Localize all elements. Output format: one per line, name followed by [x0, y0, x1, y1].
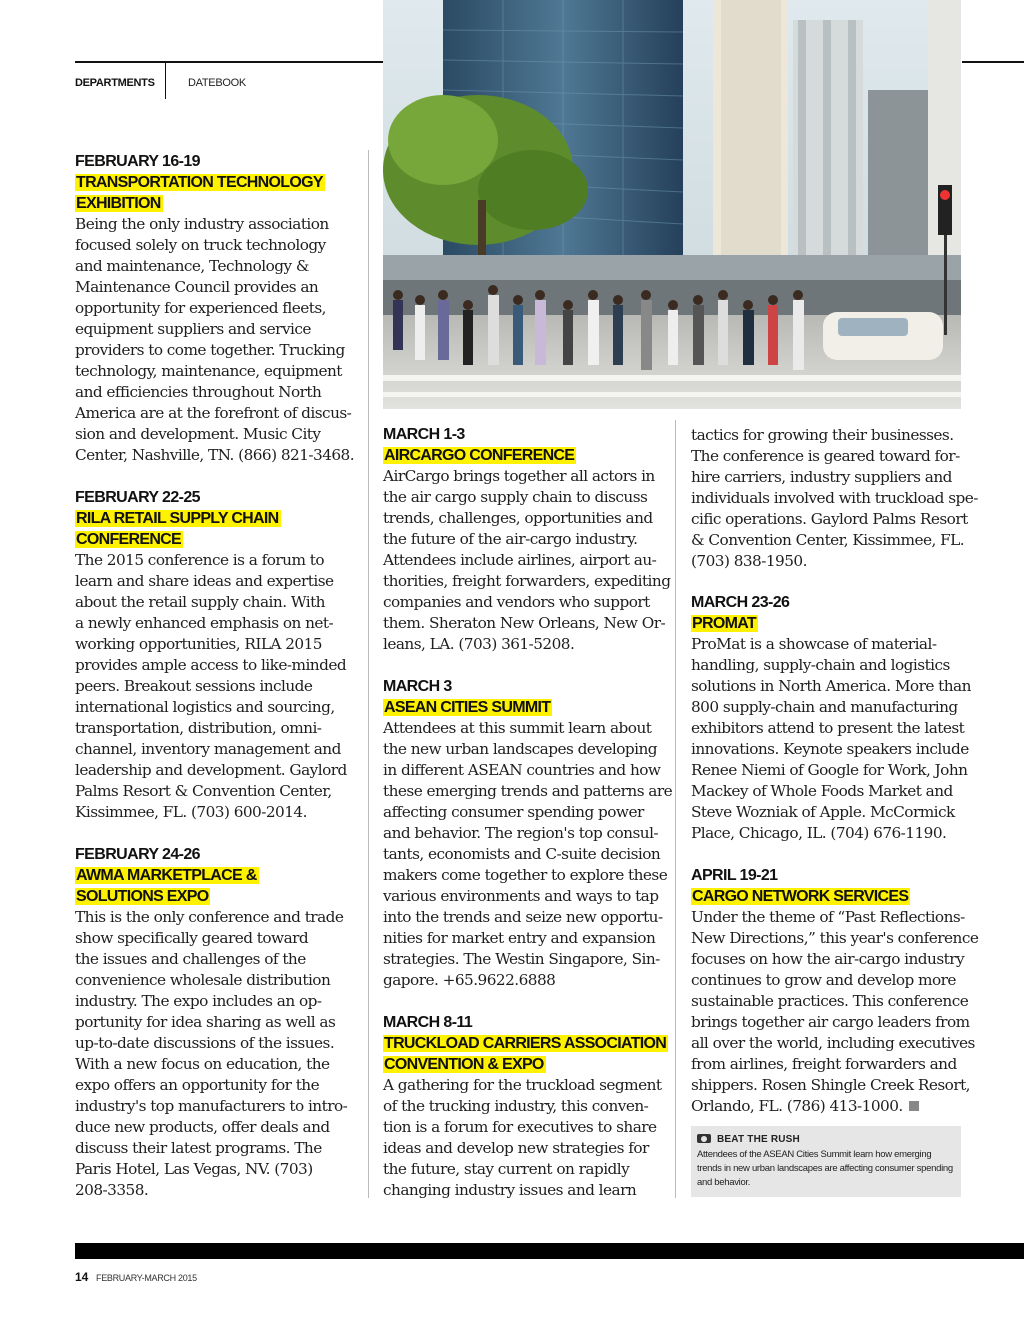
column-rule-2	[675, 420, 676, 1198]
event-title	[383, 1054, 668, 1075]
event-title-line: AWMA MARKETPLACE &	[76, 867, 257, 884]
event-date: FEBRUARY 22-25	[75, 489, 200, 506]
event-title	[383, 1033, 668, 1054]
header-rule	[75, 61, 383, 63]
column-rule-1	[368, 150, 369, 1198]
header-divider	[165, 63, 166, 99]
event-date: MARCH 8-11	[383, 1014, 473, 1031]
event-description: This is the only conference and trade show specifically geared toward the issues and challenges of the convenience wholesale distribution industry. The expo includes an op- portunity for idea sharing as well as up-to-date discussions of the issues. With a new focus on education, the expo offers an opportunity for the industry's top manufacturers to intro- duce new products, offer deals and discuss their latest programs. The Paris Hotel, Las Vegas, NV. (703) 208-3358.	[75, 908, 348, 1199]
event-description: AirCargo brings together all actors in the air cargo supply chain to discuss trends, challenges, opportunities and the future of the air-cargo industry. Attendees include airlines, airport au- thorities, freight forwarders, expediting companies and vendors who support them. Sheraton New Orleans, New Or- leans, LA. (703) 361-5208.	[383, 467, 671, 653]
event-title	[75, 886, 360, 907]
event-title	[75, 193, 360, 214]
event-title-line: CONVENTION & EXPO	[384, 1056, 544, 1073]
footer-bar	[75, 1243, 1024, 1259]
city-street-photo	[383, 0, 961, 409]
event-description: tactics for growing their businesses. The conference is geared toward for- hire carriers, industry suppliers and individuals involved with truckload spe- cific operations. Gaylord Palms Resort & Convention Center, Kissimmee, FL. (703) 838-1950.	[691, 426, 978, 570]
event-description: A gathering for the truckload segment of the trucking industry, this conven- tion is a forum for executives to share ideas and develop new strategies for the future, stay current on rapidly changing industry issues and learn	[383, 1076, 662, 1199]
section-label: DEPARTMENTS	[75, 77, 155, 89]
event-date: MARCH 3	[383, 678, 452, 695]
photo-caption	[691, 1126, 961, 1197]
event-title-line: TRANSPORTATION TECHNOLOGY	[76, 174, 323, 191]
event-title-line: TRUCKLOAD CARRIERS ASSOCIATION	[384, 1035, 667, 1052]
event-description: Being the only industry association focused solely on truck technology and maintenance, Technology & Maintenance Council provides an opportunity for experienced fleets, equipment suppliers and service providers to come together. Trucking technology, maintenance, equipment and efficiencies throughout North America are at the forefront of discus- sion and development. Music City Center, Nashville, TN. (866) 821-3468.	[75, 215, 355, 464]
event-title	[383, 445, 668, 466]
event-title	[75, 529, 360, 550]
page-number: 14	[75, 1270, 89, 1284]
city-photo-illustration	[383, 0, 961, 409]
event-truckload-continued	[691, 425, 976, 572]
event-title-line: EXHIBITION	[76, 195, 161, 212]
end-mark-icon	[909, 1101, 919, 1111]
event-date: FEBRUARY 16-19	[75, 153, 200, 170]
event-date: MARCH 23-26	[691, 594, 790, 611]
subsection-label: DATEBOOK	[188, 77, 246, 89]
event-awma-marketplace	[75, 844, 360, 1201]
caption-heading-text: BEAT THE RUSH	[717, 1134, 800, 1145]
event-transportation-technology	[75, 151, 360, 466]
event-truckload-carriers	[383, 1012, 668, 1201]
event-description	[691, 907, 979, 1117]
event-date: MARCH 1-3	[383, 426, 465, 443]
issue-date: FEBRUARY-MARCH 2015	[96, 1273, 197, 1283]
event-description: The 2015 conference is a forum to learn and share ideas and expertise about the retail supply chain. With a newly enhanced emphasis on net- working opportunities, RILA 2015 provides ample access to like-minded peers. Breakout sessions include international logistics and sourcing, transportation, distribution, omni- channel, inventory management and leadership and development. Gaylord Palms Resort & Convention Center, Kissimmee, FL. (703) 600-2014.	[75, 551, 347, 821]
event-description: ProMat is a showcase of material- handling, supply-chain and logistics solutions in North America. More than 800 supply-chain and manufacturing exhibitors attend to present the latest innovations. Keynote speakers include Renee Niemi of Google for Work, John Mackey of Whole Foods Market and Steve Wozniak of Apple. McCormick Place, Chicago, IL. (704) 676-1190.	[691, 635, 971, 842]
event-title-line: AIRCARGO CONFERENCE	[384, 447, 575, 464]
event-date: FEBRUARY 24-26	[75, 846, 200, 863]
event-asean-cities	[383, 676, 673, 991]
event-promat	[691, 592, 976, 844]
event-rila-retail	[75, 487, 360, 823]
event-date: APRIL 19-21	[691, 867, 778, 884]
caption-text: Attendees of the ASEAN Cities Summit learn how emerging trends in new urban landscapes are affecting consumer spending and behavior.	[697, 1149, 953, 1188]
event-title	[383, 697, 668, 718]
caption-heading	[697, 1134, 800, 1145]
event-description-text: Under the theme of “Past Reflections- New Directions,” this year's conference focuses on how the air-cargo industry continues to grow and develop more sustainable practices. This conference brings together air cargo leaders from all over the world, including executives from airlines, freight forwarders and shippers. Rosen Shingle Creek Resort, Orlando, FL. (786) 413-1000.	[691, 908, 979, 1115]
event-title-line: CARGO NETWORK SERVICES	[692, 888, 909, 905]
header-rule-right	[962, 61, 1024, 63]
event-title	[75, 172, 360, 193]
event-title-line: PROMAT	[692, 615, 756, 632]
event-title	[75, 865, 360, 886]
event-title-line: SOLUTIONS EXPO	[76, 888, 209, 905]
event-title-line: ASEAN CITIES SUMMIT	[384, 699, 551, 716]
event-title	[691, 886, 976, 907]
event-title-line: RILA RETAIL SUPPLY CHAIN	[76, 510, 279, 527]
event-title-line: CONFERENCE	[76, 531, 182, 548]
event-description: Attendees at this summit learn about the new urban landscapes developing in different ASEAN countries and how these emerging trends and patterns are affecting consumer spending power and behavior. The region's top consul- tants, economists and C-suite decision makers come together to explore these various environments and ways to tap into the trends and seize new opportu- nities for market entry and expansion strategies. The Westin Singapore, Sin- gapore. +65.9622.6888	[383, 719, 673, 989]
camera-icon	[697, 1134, 711, 1143]
event-title	[691, 613, 976, 634]
event-title	[75, 508, 360, 529]
event-cargo-network	[691, 865, 979, 1117]
event-aircargo	[383, 424, 671, 655]
